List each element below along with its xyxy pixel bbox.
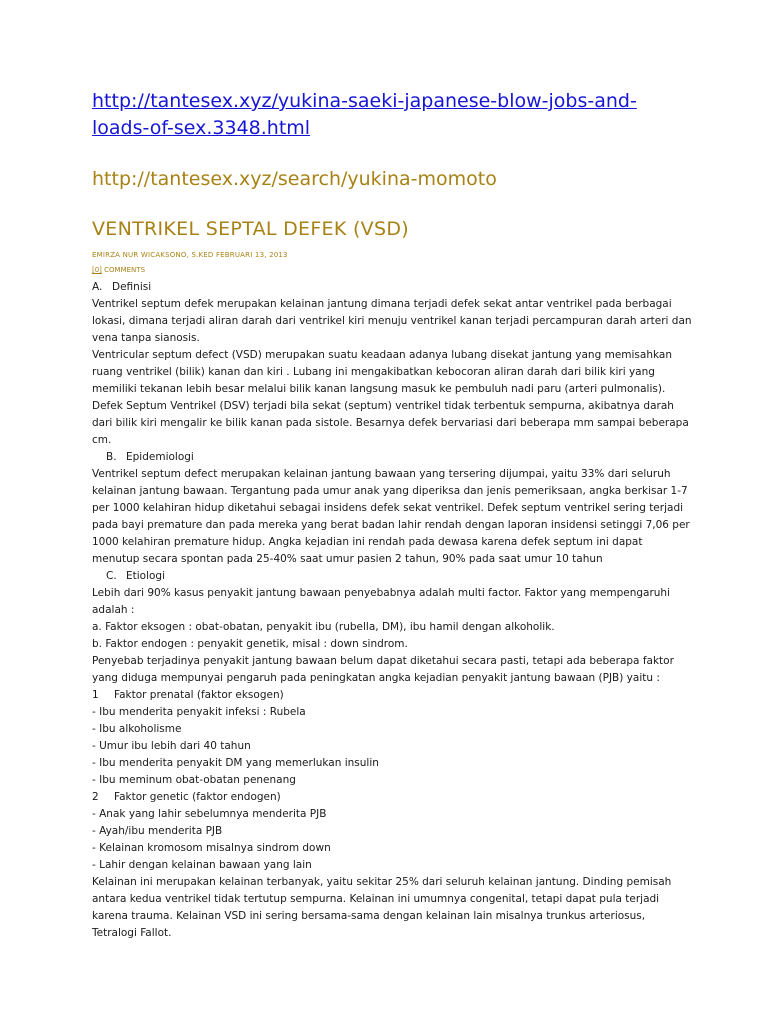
numbered-heading-2 xyxy=(92,789,692,806)
list-item: - Ibu alkoholisme xyxy=(92,723,182,735)
numbered-title: Faktor prenatal (faktor eksogen) xyxy=(114,689,284,701)
article-title: VENTRIKEL SEPTAL DEFEK (VSD) xyxy=(92,218,409,240)
section-a-label: A. xyxy=(92,281,103,293)
paragraph: Kelainan ini merupakan kelainan terbanyak, yaitu sekitar 25% dari seluruh kelainan jantung. Dinding pemisah antara kedua ventrikel tidak tertutup sempurna. Kelainan ini umumnya congenital, tetapi dapat pula terjadi karena trauma. Kelainan VSD ini sering bersama-sama dengan kelainan lain misalnya trunkus arteriosus, Tetralogi Fallot. xyxy=(92,876,672,939)
numbered-title: Faktor genetic (faktor endogen) xyxy=(114,791,281,803)
list-item: a. Faktor eksogen : obat-obatan, penyakit ibu (rubella, DM), ibu hamil dengan alkoholik. xyxy=(92,621,555,633)
comments-label[interactable]: COMMENTS xyxy=(104,266,146,274)
section-c-title: Etiologi xyxy=(126,570,166,582)
paragraph: Ventricular septum defect (VSD) merupakan suatu keadaan adanya lubang disekat jantung yang memisahkan ruang ventrikel (bilik) kanan dan kiri . Lubang ini mengakibatkan kebocoran aliran darah dari bilik kiri yang memiliki tekanan lebih besar melalui bilik kanan langsung masuk ke pembuluh nadi paru (arteri pulmonalis). xyxy=(92,349,672,395)
list-item: - Umur ibu lebih dari 40 tahun xyxy=(92,740,251,752)
section-b-heading xyxy=(92,449,692,466)
url-link-1[interactable]: http://tantesex.xyz/yukina-saeki-japanese-blow-jobs-and-loads-of-sex.3348.html xyxy=(92,90,637,139)
list-item: - Lahir dengan kelainan bawaan yang lain xyxy=(92,859,312,871)
list-item: - Ibu menderita penyakit DM yang memerlukan insulin xyxy=(92,757,379,769)
section-c-label: C. xyxy=(106,570,117,582)
paragraph: Ventrikel septum defek merupakan kelainan jantung dimana terjadi defek sekat antar ventrikel pada berbagai lokasi, dimana terjadi aliran darah dari ventrikel kiri menuju ventrikel kanan terjadi percampuran darah arteri dan vena tanpa sianosis. xyxy=(92,298,692,344)
comments-count[interactable]: [0] xyxy=(92,266,102,274)
paragraph: Defek Septum Ventrikel (DSV) terjadi bila sekat (septum) ventrikel tidak terbentuk sempurna, akibatnya darah dari bilik kiri mengalir ke bilik kanan pada sistole. Besarnya defek bervariasi dari beberapa mm sampai beberapa cm. xyxy=(92,400,689,446)
article-body xyxy=(92,279,692,942)
paragraph: Ventrikel septum defect merupakan kelainan jantung bawaan yang tersering dijumpai, yaitu 33% dari seluruh kelainan jantung bawaan. Tergantung pada umur anak yang diperiksa dan jenis pemeriksaan, angka berkisar 1-7 per 1000 kelahiran hidup diketahui sebagai insidens defek sekat ventrikel. Defek septum ventrikel sering terjadi pada bayi premature dan pada mereka yang berat badan lahir rendah dengan laporan insidensi setinggi 7,06 per 1000 kelahiran premature hidup. Angka kejadian ini rendah pada dewasa karena defek septum ini dapat menutup secara spontan pada 25-40% saat umur pasien 2 tahun, 90% pada saat umur 10 tahun xyxy=(92,468,690,565)
section-a-title: Definisi xyxy=(112,281,152,293)
paragraph: Lebih dari 90% kasus penyakit jantung bawaan penyebabnya adalah multi factor. Faktor yang mempengaruhi adalah : xyxy=(92,587,670,616)
list-item: - Ibu menderita penyakit infeksi : Rubela xyxy=(92,706,306,718)
section-c-heading xyxy=(92,568,692,585)
list-item: - Ayah/ibu menderita PJB xyxy=(92,825,223,837)
list-item: - Kelainan kromosom misalnya sindrom down xyxy=(92,842,331,854)
list-item: b. Faktor endogen : penyakit genetik, misal : down sindrom. xyxy=(92,638,408,650)
comments-link[interactable] xyxy=(92,266,145,274)
numbered-heading-1 xyxy=(92,687,692,704)
section-b-title: Epidemiologi xyxy=(126,451,194,463)
article-meta: EMIRZA NUR WICAKSONO, S.KED FEBRUARI 13, 2013 xyxy=(92,251,288,259)
url-link-2[interactable]: http://tantesex.xyz/search/yukina-momoto xyxy=(92,168,497,190)
list-item: - Ibu meminum obat-obatan penenang xyxy=(92,774,296,786)
number-label: 1 xyxy=(92,689,99,701)
paragraph: Penyebab terjadinya penyakit jantung bawaan belum dapat diketahui secara pasti, tetapi ada beberapa faktor yang diduga mempunyai pengaruh pada peningkatan angka kejadian penyakit jantung bawaan (PJB) yaitu : xyxy=(92,655,674,684)
list-item: - Anak yang lahir sebelumnya menderita PJB xyxy=(92,808,327,820)
number-label: 2 xyxy=(92,791,99,803)
section-b-label: B. xyxy=(106,451,117,463)
section-a-heading xyxy=(92,279,692,296)
